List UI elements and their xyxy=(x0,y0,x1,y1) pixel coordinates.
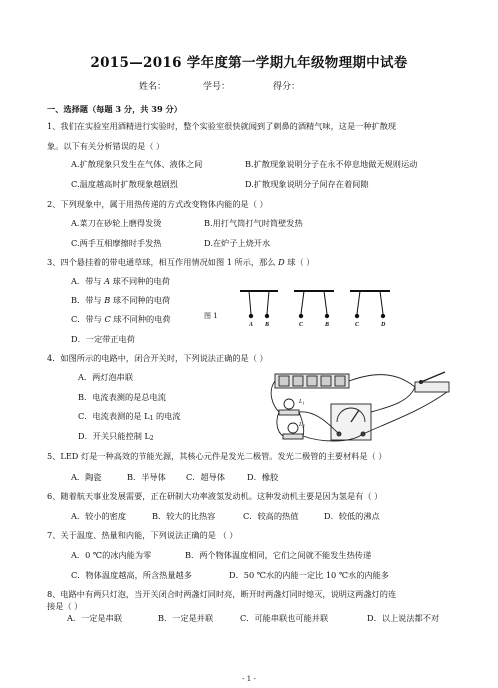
q3-a-pre: A．带与 xyxy=(71,276,105,286)
q1-option-d: D.扩散现象说明分子间存在着间隙 xyxy=(245,179,369,189)
ball-b-label: B xyxy=(265,322,270,328)
page-number: - 1 - xyxy=(242,675,256,683)
q1-option-a: A.扩散现象只发生在气体、液体之间 xyxy=(71,159,203,169)
q2-option-b: B.用打气筒打气时筒壁发热 xyxy=(204,218,303,228)
q2-stem: 2、下列现象中，属于用热传递的方式改变物体内能的是（ ） xyxy=(47,199,268,209)
q4-c-pre: C．电流表测的是 L xyxy=(78,411,150,421)
q4-c-sub: 1 xyxy=(149,415,154,422)
q3-a-post: 球不同种的电荷 xyxy=(110,276,170,286)
q3-stem-ball: D xyxy=(278,257,285,267)
q8-option-d: D．以上说法都不对 xyxy=(367,613,440,623)
q4-stem: 4．如图所示的电路中，闭合开关时，下列说法正确的是（ ） xyxy=(47,353,268,363)
figure-1-label: 图 1 xyxy=(204,312,218,320)
q4-option-c xyxy=(78,411,181,424)
ball-a-label: A xyxy=(249,322,254,328)
ball-c-label: C xyxy=(299,322,304,328)
bulb-l2-label: $L_2$ xyxy=(299,422,305,429)
q7-stem: 7、关于温度、热量和内能，下列说法正确的是 （ ） xyxy=(47,530,238,540)
q3-stem xyxy=(47,257,314,267)
figure-circuit-diagram xyxy=(269,362,455,446)
q5-stem: 5、LED 灯是一种高效的节能光源，其核心元件是发光二极管。发光二极管的主要材料是（ ） xyxy=(47,451,387,461)
bulb-l1-label: $L_1$ xyxy=(299,399,305,406)
q1-stem-line2: 象。以下有关分析错误的是（ ） xyxy=(47,141,165,151)
q4-d-sub: 2 xyxy=(149,435,154,442)
q3-c-pre: C．带与 xyxy=(71,314,105,324)
q8-stem-line1: 8、电路中有两只灯泡，当开关闭合时两盏灯同时亮，断开时两盏灯同时熄灭，说明这两盏灯的连 xyxy=(47,589,397,599)
name-label: 姓名： xyxy=(139,82,167,92)
q4-option-b: B．电流表测的是总电流 xyxy=(78,392,166,402)
q1-option-c: C.温度越高时扩散现象越剧烈 xyxy=(71,179,178,189)
q5-option-c: C．超导体 xyxy=(186,472,226,482)
q7-option-c: C．物体温度越高，所含热量越多 xyxy=(71,570,192,580)
q6-stem: 6、随着航天事业发展需要，正在研制大功率液氢发动机。这种发动机主要是因为氢是有（ ） xyxy=(47,491,383,501)
q6-option-c: C．较高的热值 xyxy=(243,511,299,521)
q4-d-pre: D．开关只能控制 L xyxy=(78,431,150,441)
figure-1-charged-balls xyxy=(236,286,400,330)
section-heading: 一、选择题（每题 3 分，共 39 分） xyxy=(47,104,182,114)
q5-option-a: A．陶瓷 xyxy=(71,472,102,482)
q3-stem-end: 球（ ） xyxy=(284,257,315,267)
q1-stem-line1: 1、我们在实验室用酒精进行实验时，整个实验室很快就闻到了刺鼻的酒精气味，这是一种扩散现 xyxy=(47,121,397,131)
q5-option-d: D．橡胶 xyxy=(247,472,279,482)
q1-option-b: B.扩散现象说明分子在永不停息地做无规则运动 xyxy=(245,159,418,169)
q3-c-post: 球不同种的电荷 xyxy=(110,314,171,324)
ball-d-label: D xyxy=(381,322,386,328)
q3-stem-text: 3、四个悬挂着的带电通草球，相互作用情况如图 1 所示，那么 xyxy=(47,257,279,267)
ball-b2-label: B xyxy=(325,322,330,328)
q3-b-ball: B xyxy=(104,295,111,305)
q8-option-a: A．一定是串联 xyxy=(67,613,123,623)
q8-option-c: C．可能串联也可能并联 xyxy=(240,613,329,623)
q3-option-c xyxy=(71,314,171,324)
q7-option-b: B．两个物体温度相同，它们之间就不能发生热传递 xyxy=(185,550,372,560)
q4-option-a: A．两灯泡串联 xyxy=(78,372,134,382)
q2-option-c: C.两手互相摩擦时手发热 xyxy=(71,238,162,248)
q3-b-pre: B．带与 xyxy=(71,295,105,305)
q6-option-b: B．较大的比热容 xyxy=(152,511,216,521)
q6-option-a: A．较小的密度 xyxy=(71,511,127,521)
q4-c-post: 的电流 xyxy=(153,411,181,421)
q7-option-d: D．50 ℃水的内能一定比 10 ℃水的内能多 xyxy=(229,570,389,580)
score-label: 得分： xyxy=(273,82,301,92)
q3-b-post: 球不同种的电荷 xyxy=(110,295,171,305)
q3-option-a xyxy=(71,276,170,286)
q7-option-a: A．0 ℃的冰内能为零 xyxy=(71,550,152,560)
q3-option-d: D．一定带正电荷 xyxy=(71,334,135,344)
page-title: 2015—2016 学年度第一学期九年级物理期中试卷 xyxy=(90,55,408,71)
q2-option-a: A.菜刀在砂轮上磨得发烫 xyxy=(71,218,162,228)
student-id-label: 学号： xyxy=(203,82,231,92)
q3-option-b xyxy=(71,295,170,305)
ball-c2-label: C xyxy=(355,322,360,328)
q3-c-ball: C xyxy=(104,314,111,324)
q2-option-d: D.在炉子上烧开水 xyxy=(204,238,271,248)
q8-stem-line2: 接是（ ） xyxy=(47,601,83,611)
q4-option-d xyxy=(78,431,154,444)
q8-option-b: B．一定是并联 xyxy=(158,613,214,623)
q6-option-d: D．较低的沸点 xyxy=(324,511,380,521)
q3-a-ball: A xyxy=(104,276,110,286)
q5-option-b: B．半导体 xyxy=(127,472,166,482)
